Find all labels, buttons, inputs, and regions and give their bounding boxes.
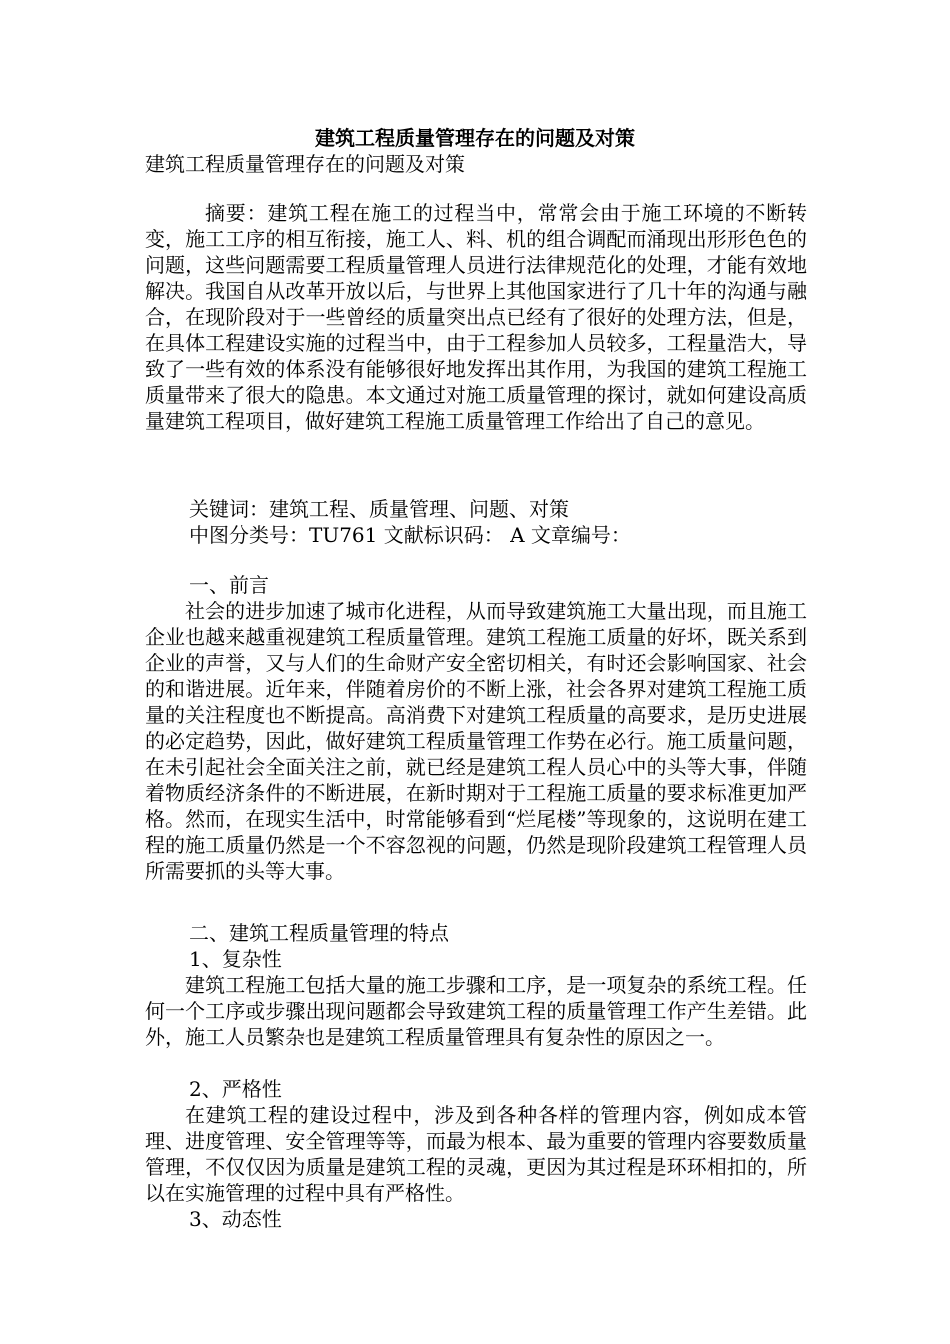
document-title: 建筑工程质量管理存在的问题及对策: [315, 126, 635, 150]
item2-heading: 2、严格性: [189, 1077, 282, 1101]
keywords-line: 关键词：建筑工程、质量管理、问题、对策: [189, 497, 569, 521]
document-subtitle: 建筑工程质量管理存在的问题及对策: [145, 152, 465, 176]
section2-heading: 二、建筑工程质量管理的特点: [189, 921, 449, 945]
classification-line: 中图分类号：TU761 文献标识码： A 文章编号：: [189, 523, 631, 547]
item3-heading: 3、动态性: [189, 1207, 282, 1231]
section1-heading: 一、前言: [189, 573, 269, 597]
abstract-paragraph: 摘要：建筑工程在施工的过程当中，常常会由于施工环境的不断转变，施工工序的相互衔接，施工人、料、机的组合调配而涌现出形形色色的问题，这些问题需要工程质量管理人员进行法律规范化的处理，才能有效地解决。我国自从改革开放以后，与世界上其他国家进行了几十年的沟通与融合，在现阶段对于一些曾经的质量突出点已经有了很好的处理方法，但是，在具体工程建设实施的过程当中，由于工程参加人员较多，工程量浩大，导致了一些有效的体系没有能够很好地发挥出其作用，为我国的建筑工程施工质量带来了很大的隐患。本文通过对施工质量管理的探讨，就如何建设高质量建筑工程项目，做好建筑工程施工质量管理工作给出了自己的意见。: [145, 201, 807, 433]
item1-paragraph: 建筑工程施工包括大量的施工步骤和工序，是一项复杂的系统工程。任何一个工序或步骤出现问题都会导致建筑工程的质量管理工作产生差错。此外，施工人员繁杂也是建筑工程质量管理具有复杂性的原因之一。: [145, 973, 807, 1049]
item2-paragraph: 在建筑工程的建设过程中，涉及到各种各样的管理内容，例如成本管理、进度管理、安全管理等等，而最为根本、最为重要的管理内容要数质量管理，不仅仅因为质量是建筑工程的灵魂，更因为其过程是环环相扣的，所以在实施管理的过程中具有严格性。: [145, 1103, 807, 1205]
section1-paragraph: 社会的进步加速了城市化进程，从而导致建筑施工大量出现，而且施工企业也越来越重视建筑工程质量管理。建筑工程施工质量的好坏，既关系到企业的声誉，又与人们的生命财产安全密切相关，有时还会影响国家、社会的和谐进展。近年来，伴随着房价的不断上涨，社会各界对建筑工程施工质量的关注程度也不断提高。高消费下对建筑工程质量的高要求，是历史进展的必定趋势，因此，做好建筑工程质量管理工作势在必行。施工质量问题，在未引起社会全面关注之前，就已经是建筑工程人员心中的头等大事，伴随着物质经济条件的不断进展，在新时期对于工程施工质量的要求标准更加严格。然而，在现实生活中，时常能够看到“烂尾楼”等现象的，这说明在建工程的施工质量仍然是一个不容忽视的问题，仍然是现阶段建筑工程管理人员所需要抓的头等大事。: [145, 599, 807, 883]
item1-heading: 1、复杂性: [189, 947, 282, 971]
